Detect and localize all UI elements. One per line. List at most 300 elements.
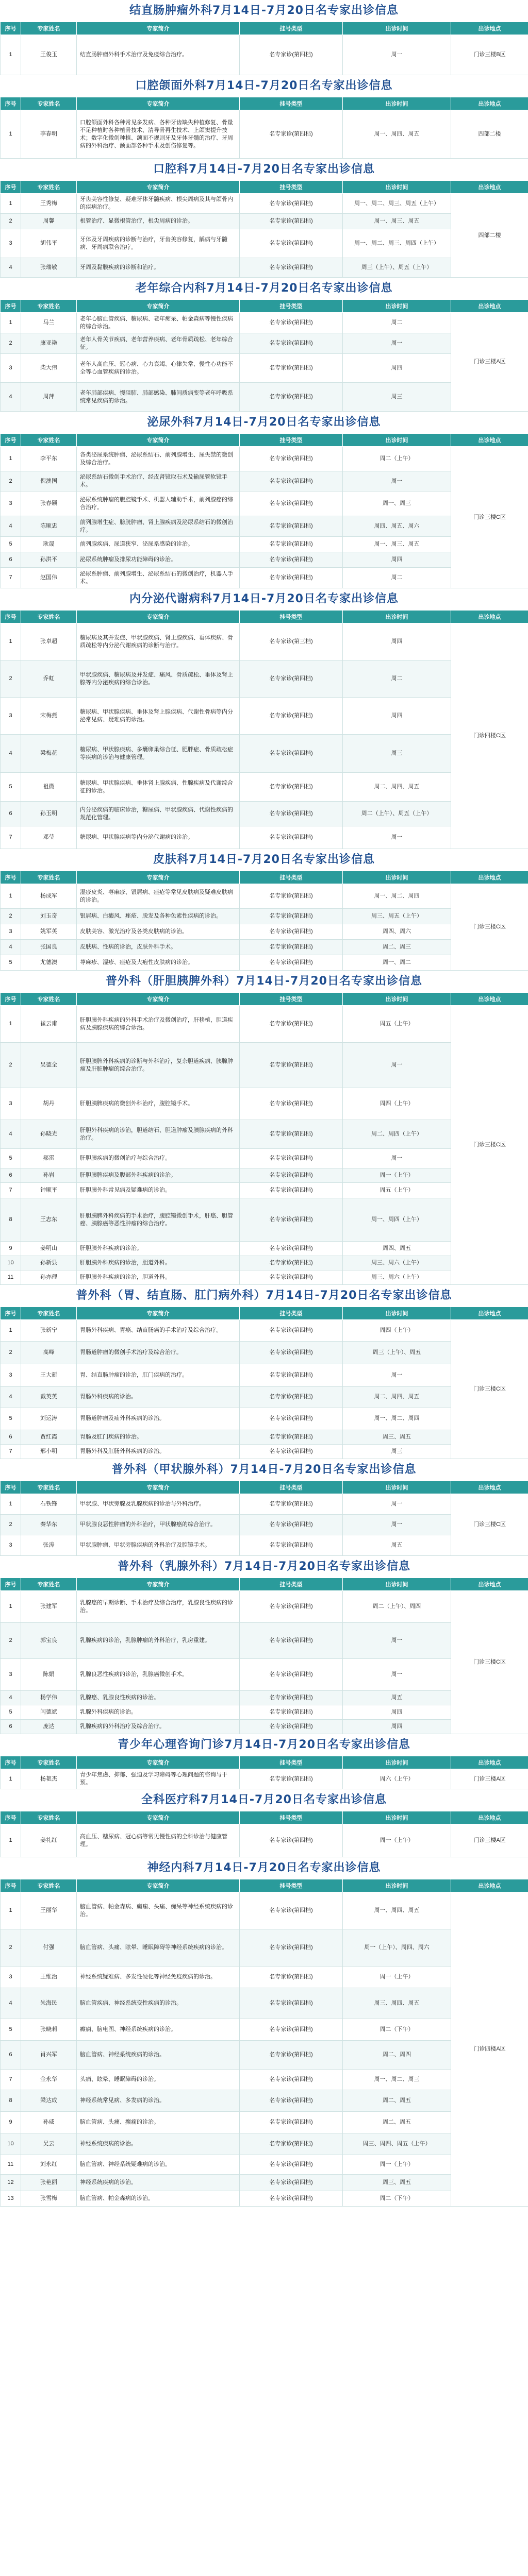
table-row bbox=[1, 2175, 528, 2191]
cell-time: 周三（上午）、周五 bbox=[343, 1342, 451, 1364]
column-header-no: 序号 bbox=[1, 993, 21, 1006]
cell-no: 5 bbox=[1, 1705, 21, 1720]
cell-name: 庞达 bbox=[21, 1720, 77, 1734]
cell-no: 10 bbox=[1, 1256, 21, 1270]
cell-type: 名专家诊(第四档) bbox=[240, 1342, 343, 1364]
cell-spec: 乳腺疾病的诊治，乳腺肿瘤的外科治疗，乳房重建。 bbox=[77, 1623, 240, 1659]
column-header-loc: 出诊地点 bbox=[451, 993, 528, 1006]
cell-time: 周四 bbox=[343, 1720, 451, 1734]
cell-no: 3 bbox=[1, 1967, 21, 1988]
table-header-row bbox=[1, 434, 528, 447]
section-title: 普外科（乳腺外科）7月14日-7月20日名专家出诊信息 bbox=[0, 1556, 528, 1578]
cell-time: 周二、周五 bbox=[343, 2090, 451, 2112]
cell-time: 周一 bbox=[343, 1659, 451, 1691]
cell-spec: 银屑病、白癜风、痤疮、脱发及各种色素性疾病的诊治。 bbox=[77, 909, 240, 924]
cell-spec: 头痛、眩晕、睡眠障碍的诊治。 bbox=[77, 2070, 240, 2090]
cell-time: 周一（上午） bbox=[343, 2155, 451, 2175]
cell-type: 名专家诊(第四档) bbox=[240, 1387, 343, 1408]
cell-type: 名专家诊(第四档) bbox=[240, 1006, 343, 1043]
cell-time: 周一 bbox=[343, 1364, 451, 1387]
cell-type: 名专家诊(第四档) bbox=[240, 2155, 343, 2175]
table-row bbox=[1, 924, 528, 940]
cell-type: 名专家诊(第四档) bbox=[240, 1320, 343, 1342]
column-header-time: 出诊时间 bbox=[343, 434, 451, 447]
column-header-no: 序号 bbox=[1, 1578, 21, 1591]
column-header-no: 序号 bbox=[1, 97, 21, 110]
cell-spec: 糖尿病、甲状腺疾病、多囊卵巢综合征、肥胖症、骨质疏松症等疾病的诊治与健康管理。 bbox=[77, 735, 240, 773]
cell-time: 周四、周五、周六 bbox=[343, 516, 451, 537]
cell-no: 9 bbox=[1, 1242, 21, 1256]
column-header-type: 挂号类型 bbox=[240, 993, 343, 1006]
cell-location: 门诊四楼A区 bbox=[451, 1892, 528, 2207]
table-row bbox=[1, 1408, 528, 1430]
cell-type: 名专家诊(第四档) bbox=[240, 909, 343, 924]
table-header-row bbox=[1, 97, 528, 110]
section-title: 内分泌代谢病科7月14日-7月20日名专家出诊信息 bbox=[0, 588, 528, 610]
table-row bbox=[1, 1892, 528, 1929]
cell-time: 周二 bbox=[343, 568, 451, 588]
cell-no: 3 bbox=[1, 354, 21, 383]
cell-no: 1 bbox=[1, 1320, 21, 1342]
cell-spec: 胃肠外科及肛肠外科疾病的诊治。 bbox=[77, 1445, 240, 1459]
section-title: 神经内科7月14日-7月20日名专家出诊信息 bbox=[0, 1857, 528, 1879]
column-header-type: 挂号类型 bbox=[240, 1879, 343, 1892]
cell-type: 名专家诊(第四档) bbox=[240, 924, 343, 940]
cell-name: 陈顺忠 bbox=[21, 516, 77, 537]
column-header-name: 专家姓名 bbox=[21, 1879, 77, 1892]
cell-type: 名专家诊(第四档) bbox=[240, 1242, 343, 1256]
table-row bbox=[1, 735, 528, 773]
cell-no: 1 bbox=[1, 1824, 21, 1857]
cell-spec: 牙周及黏膜疾病的诊断和治疗。 bbox=[77, 258, 240, 278]
cell-name: 柴大伟 bbox=[21, 354, 77, 383]
table-row bbox=[1, 2155, 528, 2175]
schedule-table bbox=[0, 97, 528, 159]
schedule-table bbox=[0, 299, 528, 412]
section-title: 皮肤科7月14日-7月20日名专家出诊信息 bbox=[0, 849, 528, 871]
table-row bbox=[1, 1168, 528, 1183]
cell-name: 耿晟 bbox=[21, 537, 77, 552]
table-row bbox=[1, 1535, 528, 1556]
section-title: 口腔颌面外科7月14日-7月20日名专家出诊信息 bbox=[0, 75, 528, 97]
cell-time: 周三 bbox=[343, 1445, 451, 1459]
schedule-table bbox=[0, 1756, 528, 1789]
cell-no: 6 bbox=[1, 1720, 21, 1734]
column-header-time: 出诊时间 bbox=[343, 611, 451, 623]
table-row bbox=[1, 2041, 528, 2070]
cell-spec: 糖尿病、甲状腺疾病、垂体肾上腺疾病、性腺疾病及代谢综合征的诊治。 bbox=[77, 773, 240, 802]
cell-no: 5 bbox=[1, 2019, 21, 2041]
section-title: 普外科（胃、结直肠、肛门病外科）7月14日-7月20日名专家出诊信息 bbox=[0, 1285, 528, 1307]
cell-type: 名专家诊(第四档) bbox=[240, 773, 343, 802]
cell-no: 1 bbox=[1, 884, 21, 909]
cell-name: 吴德全 bbox=[21, 1043, 77, 1088]
table-header-row bbox=[1, 1756, 528, 1769]
cell-spec: 前列腺疾病、尿道狭窄、泌尿系感染的诊治。 bbox=[77, 537, 240, 552]
cell-time: 周一 bbox=[343, 1494, 451, 1515]
cell-no: 1 bbox=[1, 623, 21, 660]
cell-no: 2 bbox=[1, 214, 21, 229]
department-section bbox=[0, 75, 528, 159]
cell-type: 名专家诊(第四档) bbox=[240, 1183, 343, 1198]
cell-no: 4 bbox=[1, 1120, 21, 1149]
cell-type: 名专家诊(第四档) bbox=[240, 552, 343, 568]
cell-spec: 胃肠外科疾病的诊治。 bbox=[77, 1387, 240, 1408]
cell-type: 名专家诊(第四档) bbox=[240, 826, 343, 849]
table-row bbox=[1, 955, 528, 971]
cell-type: 名专家诊(第四档) bbox=[240, 2070, 343, 2090]
cell-type: 名专家诊(第四档) bbox=[240, 1929, 343, 1967]
column-header-name: 专家姓名 bbox=[21, 1307, 77, 1320]
cell-spec: 肝胆胰外科常见病及疑难病的诊治。 bbox=[77, 1183, 240, 1198]
cell-location: 门诊三楼A区 bbox=[451, 1824, 528, 1857]
table-row bbox=[1, 1430, 528, 1445]
cell-time: 周一、周二、周三 bbox=[343, 2070, 451, 2090]
cell-time: 周三 bbox=[343, 383, 451, 412]
cell-type: 名专家诊(第四档) bbox=[240, 2175, 343, 2191]
cell-type: 名专家诊(第四档) bbox=[240, 447, 343, 471]
table-header-row bbox=[1, 1481, 528, 1494]
cell-type: 名专家诊(第四档) bbox=[240, 1168, 343, 1183]
cell-spec: 老年肺部疾病、慢阻肺、肺部感染、肺间质病变等老年呼吸系统常见疾病的诊治。 bbox=[77, 383, 240, 412]
cell-type: 名专家诊(第四档) bbox=[240, 1659, 343, 1691]
cell-no: 1 bbox=[1, 35, 21, 75]
cell-name: 秦华东 bbox=[21, 1515, 77, 1535]
cell-no: 11 bbox=[1, 2155, 21, 2175]
table-row bbox=[1, 1769, 528, 1789]
cell-time: 周五 bbox=[343, 1535, 451, 1556]
cell-no: 1 bbox=[1, 1494, 21, 1515]
cell-type: 名专家诊(第四档) bbox=[240, 1430, 343, 1445]
cell-time: 周一、周二 bbox=[343, 955, 451, 971]
cell-spec: 癫痫、脑电图、神经系统疾病的诊治。 bbox=[77, 2019, 240, 2041]
cell-spec: 乳腺疾病的外科治疗及综合治疗。 bbox=[77, 1720, 240, 1734]
cell-spec: 甲状腺、甲状旁腺及乳腺疾病的诊治与外科治疗。 bbox=[77, 1494, 240, 1515]
cell-no: 1 bbox=[1, 447, 21, 471]
column-header-time: 出诊时间 bbox=[343, 97, 451, 110]
cell-name: 朱海民 bbox=[21, 1988, 77, 2019]
cell-location: 门诊三楼C区 bbox=[451, 1591, 528, 1734]
table-row bbox=[1, 333, 528, 354]
cell-type: 名专家诊(第四档) bbox=[240, 1515, 343, 1535]
table-row bbox=[1, 660, 528, 698]
cell-no: 2 bbox=[1, 471, 21, 492]
section-title: 青少年心理咨询门诊7月14日-7月20日名专家出诊信息 bbox=[0, 1734, 528, 1756]
cell-time: 周一、周二、周四 bbox=[343, 884, 451, 909]
cell-spec: 肝胆胰脾疾病的微创外科治疗，腹腔镜手术。 bbox=[77, 1088, 240, 1120]
cell-spec: 糖尿病、甲状腺疾病等内分泌代谢病的诊治。 bbox=[77, 826, 240, 849]
column-header-spec: 专家简介 bbox=[77, 871, 240, 884]
table-row bbox=[1, 1967, 528, 1988]
table-row bbox=[1, 1623, 528, 1659]
table-row bbox=[1, 2090, 528, 2112]
cell-no: 3 bbox=[1, 1088, 21, 1120]
cell-name: 张涛 bbox=[21, 1535, 77, 1556]
cell-spec: 泌尿系结石微创手术治疗、经皮肾镜取石术及输尿管软镜手术。 bbox=[77, 471, 240, 492]
cell-spec: 脑血管病、帕金森病、癫痫、头痛、痴呆等神经系统疾病的诊治。 bbox=[77, 1892, 240, 1929]
cell-name: 崔云甫 bbox=[21, 1006, 77, 1043]
cell-spec: 肝胆胰外科疾病的诊治。 bbox=[77, 1242, 240, 1256]
cell-spec: 泌尿系肿瘤、前列腺增生、泌尿系结石的微创治疗，机器人手术。 bbox=[77, 568, 240, 588]
column-header-time: 出诊时间 bbox=[343, 1307, 451, 1320]
table-row bbox=[1, 229, 528, 258]
cell-spec: 肝胆胰脾外科疾病的诊断与外科治疗，复杂胆道疾病、胰腺肿瘤及肝脏肿瘤的综合治疗。 bbox=[77, 1043, 240, 1088]
cell-name: 李平东 bbox=[21, 447, 77, 471]
cell-time: 周一（上午） bbox=[343, 1168, 451, 1183]
table-row bbox=[1, 1387, 528, 1408]
column-header-loc: 出诊地点 bbox=[451, 300, 528, 313]
column-header-spec: 专家简介 bbox=[77, 1307, 240, 1320]
table-row bbox=[1, 2019, 528, 2041]
cell-time: 周一（上午）、周四、周六 bbox=[343, 1929, 451, 1967]
cell-type: 名专家诊(第四档) bbox=[240, 1705, 343, 1720]
table-row bbox=[1, 1242, 528, 1256]
department-section bbox=[0, 849, 528, 971]
section-title: 老年综合内科7月14日-7月20日名专家出诊信息 bbox=[0, 278, 528, 299]
cell-name: 孙威 bbox=[21, 2112, 77, 2133]
department-section bbox=[0, 971, 528, 1285]
cell-time: 周一（上午） bbox=[343, 1824, 451, 1857]
cell-type: 名专家诊(第四档) bbox=[240, 1720, 343, 1734]
cell-name: 张瑞敏 bbox=[21, 258, 77, 278]
cell-no: 2 bbox=[1, 660, 21, 698]
column-header-loc: 出诊地点 bbox=[451, 97, 528, 110]
cell-spec: 口腔颌面外科各种常见多发病、各种牙齿缺失种植修复、骨量不足种植时各种植骨技术、清导骨再生技术、上颌窦提升技术；数字化微创种植、颌面不规则牙及牙体牙髓的治疗、牙周病的外科治疗、颌面部各种手术及创伤修复等。 bbox=[77, 110, 240, 159]
column-header-time: 出诊时间 bbox=[343, 1756, 451, 1769]
column-header-time: 出诊时间 bbox=[343, 1811, 451, 1824]
column-header-loc: 出诊地点 bbox=[451, 1879, 528, 1892]
column-header-loc: 出诊地点 bbox=[451, 1578, 528, 1591]
cell-type: 名专家诊(第四档) bbox=[240, 2019, 343, 2041]
column-header-time: 出诊时间 bbox=[343, 1578, 451, 1591]
cell-type: 名专家诊(第四档) bbox=[240, 1494, 343, 1515]
cell-time: 周一 bbox=[343, 1623, 451, 1659]
column-header-time: 出诊时间 bbox=[343, 22, 451, 35]
cell-no: 3 bbox=[1, 1535, 21, 1556]
cell-spec: 肝胆胰外科疾病的诊治，胆道外科。 bbox=[77, 1270, 240, 1285]
cell-time: 周二、周四、周五 bbox=[343, 1387, 451, 1408]
cell-no: 6 bbox=[1, 1430, 21, 1445]
table-row bbox=[1, 1720, 528, 1734]
table-row bbox=[1, 1183, 528, 1198]
cell-name: 邓莹 bbox=[21, 826, 77, 849]
cell-spec: 青少年焦虑、抑郁、强迫及学习障碍等心理问题的咨询与干预。 bbox=[77, 1769, 240, 1789]
cell-spec: 胃、结直肠肿瘤的诊治，肛门疾病的治疗。 bbox=[77, 1364, 240, 1387]
cell-time: 周六（上午） bbox=[343, 1769, 451, 1789]
cell-name: 张卓超 bbox=[21, 623, 77, 660]
cell-name: 孙岩 bbox=[21, 1168, 77, 1183]
schedule-table bbox=[0, 992, 528, 1285]
cell-type: 名专家诊(第四档) bbox=[240, 229, 343, 258]
cell-time: 周二（上午） bbox=[343, 447, 451, 471]
cell-name: 赵国伟 bbox=[21, 568, 77, 588]
column-header-loc: 出诊地点 bbox=[451, 1811, 528, 1824]
section-title: 结直肠肿瘤外科7月14日-7月20日名专家出诊信息 bbox=[0, 0, 528, 22]
cell-time: 周三 bbox=[343, 735, 451, 773]
cell-location: 门诊三楼C区 bbox=[451, 447, 528, 588]
cell-type: 名专家诊(第四档) bbox=[240, 940, 343, 955]
cell-time: 周一 bbox=[343, 471, 451, 492]
cell-name: 王大新 bbox=[21, 1364, 77, 1387]
column-header-no: 序号 bbox=[1, 1756, 21, 1769]
cell-type: 名专家诊(第四档) bbox=[240, 1769, 343, 1789]
cell-spec: 泌尿系统肿瘤及排尿功能障碍的诊治。 bbox=[77, 552, 240, 568]
cell-no: 6 bbox=[1, 552, 21, 568]
cell-name: 张艳丽 bbox=[21, 2175, 77, 2191]
cell-time: 周一、周二、周三、周四（上午） bbox=[343, 229, 451, 258]
cell-spec: 糖尿病及其并发症、甲状腺疾病、肾上腺疾病、垂体疾病、骨质疏松等内分泌代谢疾病的诊断与治疗。 bbox=[77, 623, 240, 660]
department-section bbox=[0, 1556, 528, 1734]
cell-time: 周一 bbox=[343, 1043, 451, 1088]
schedule-table bbox=[0, 1481, 528, 1556]
table-row bbox=[1, 35, 528, 75]
table-row bbox=[1, 623, 528, 660]
column-header-time: 出诊时间 bbox=[343, 181, 451, 194]
cell-type: 名专家诊(第四档) bbox=[240, 492, 343, 516]
cell-name: 康亚艳 bbox=[21, 333, 77, 354]
cell-time: 周二（下午） bbox=[343, 2191, 451, 2207]
cell-name: 张国良 bbox=[21, 940, 77, 955]
column-header-loc: 出诊地点 bbox=[451, 611, 528, 623]
table-row bbox=[1, 214, 528, 229]
cell-spec: 神经系统疾病的诊治。 bbox=[77, 2133, 240, 2155]
cell-no: 11 bbox=[1, 1270, 21, 1285]
cell-spec: 肝胆外科疾病的诊治，胆道结石、胆道肿瘤及胰腺疾病的外科治疗。 bbox=[77, 1120, 240, 1149]
cell-name: 郝雷 bbox=[21, 1149, 77, 1168]
cell-spec: 胃肠道肿瘤的微创手术治疗及综合治疗。 bbox=[77, 1342, 240, 1364]
cell-no: 4 bbox=[1, 383, 21, 412]
table-row bbox=[1, 826, 528, 849]
column-header-type: 挂号类型 bbox=[240, 22, 343, 35]
schedule-table bbox=[0, 1307, 528, 1459]
cell-location: 门诊四楼C区 bbox=[451, 623, 528, 849]
table-row bbox=[1, 516, 528, 537]
cell-type: 名专家诊(第四档) bbox=[240, 1535, 343, 1556]
column-header-spec: 专家简介 bbox=[77, 993, 240, 1006]
table-row bbox=[1, 1705, 528, 1720]
column-header-time: 出诊时间 bbox=[343, 993, 451, 1006]
cell-type: 名专家诊(第四档) bbox=[240, 802, 343, 826]
table-header-row bbox=[1, 22, 528, 35]
cell-no: 1 bbox=[1, 1006, 21, 1043]
table-row bbox=[1, 2070, 528, 2090]
cell-name: 祖微 bbox=[21, 773, 77, 802]
cell-spec: 泌尿系统肿瘤的腹腔镜手术、机器人辅助手术，前列腺癌的综合治疗。 bbox=[77, 492, 240, 516]
column-header-time: 出诊时间 bbox=[343, 871, 451, 884]
cell-name: 李春明 bbox=[21, 110, 77, 159]
schedule-table bbox=[0, 610, 528, 849]
cell-spec: 结直肠肿瘤外科手术治疗及免疫综合治疗。 bbox=[77, 35, 240, 75]
table-row bbox=[1, 1691, 528, 1705]
cell-type: 名专家诊(第四档) bbox=[240, 698, 343, 735]
department-section bbox=[0, 1285, 528, 1459]
cell-no: 7 bbox=[1, 1183, 21, 1198]
cell-no: 1 bbox=[1, 1769, 21, 1789]
cell-time: 周一、周二、周三、周五（上午） bbox=[343, 194, 451, 214]
column-header-time: 出诊时间 bbox=[343, 300, 451, 313]
cell-time: 周一 bbox=[343, 1515, 451, 1535]
column-header-no: 序号 bbox=[1, 871, 21, 884]
schedule-table bbox=[0, 180, 528, 278]
column-header-spec: 专家简介 bbox=[77, 97, 240, 110]
cell-type: 名专家诊(第四档) bbox=[240, 2041, 343, 2070]
cell-name: 陈娟 bbox=[21, 1659, 77, 1691]
column-header-time: 出诊时间 bbox=[343, 1879, 451, 1892]
cell-name: 倪澳国 bbox=[21, 471, 77, 492]
table-row bbox=[1, 940, 528, 955]
cell-time: 周二（下午） bbox=[343, 2019, 451, 2041]
cell-type: 名专家诊(第四档) bbox=[240, 1445, 343, 1459]
cell-spec: 肝胆胰外科疾病的诊治，胆道外科。 bbox=[77, 1256, 240, 1270]
column-header-name: 专家姓名 bbox=[21, 434, 77, 447]
cell-name: 郭宝良 bbox=[21, 1623, 77, 1659]
table-row bbox=[1, 568, 528, 588]
column-header-name: 专家姓名 bbox=[21, 871, 77, 884]
department-section bbox=[0, 278, 528, 412]
cell-type: 名专家诊(第四档) bbox=[240, 258, 343, 278]
cell-time: 周四 bbox=[343, 354, 451, 383]
cell-no: 5 bbox=[1, 1408, 21, 1430]
cell-time: 周一、周二、周四 bbox=[343, 1408, 451, 1430]
cell-no: 6 bbox=[1, 2041, 21, 2070]
cell-time: 周三、周六（上午） bbox=[343, 1256, 451, 1270]
cell-type: 名专家诊(第四档) bbox=[240, 35, 343, 75]
cell-location: 门诊三楼C区 bbox=[451, 1006, 528, 1285]
cell-no: 9 bbox=[1, 2112, 21, 2133]
cell-spec: 神经系统常见病、多发病的诊治。 bbox=[77, 2090, 240, 2112]
cell-time: 周一 bbox=[343, 333, 451, 354]
cell-no: 5 bbox=[1, 1149, 21, 1168]
cell-type: 名专家诊(第四档) bbox=[240, 2133, 343, 2155]
column-header-no: 序号 bbox=[1, 22, 21, 35]
column-header-spec: 专家简介 bbox=[77, 1879, 240, 1892]
table-row bbox=[1, 1320, 528, 1342]
column-header-name: 专家姓名 bbox=[21, 1578, 77, 1591]
table-row bbox=[1, 1824, 528, 1857]
cell-no: 1 bbox=[1, 1591, 21, 1623]
cell-time: 周四、周五 bbox=[343, 1242, 451, 1256]
cell-name: 高峰 bbox=[21, 1342, 77, 1364]
cell-no: 13 bbox=[1, 2191, 21, 2207]
department-section bbox=[0, 1459, 528, 1556]
cell-name: 马兰 bbox=[21, 313, 77, 333]
cell-name: 王秀梅 bbox=[21, 194, 77, 214]
column-header-loc: 出诊地点 bbox=[451, 1756, 528, 1769]
column-header-type: 挂号类型 bbox=[240, 434, 343, 447]
cell-name: 王维治 bbox=[21, 1967, 77, 1988]
cell-name: 宋梅燕 bbox=[21, 698, 77, 735]
cell-spec: 胃肠及肛门疾病的诊治。 bbox=[77, 1430, 240, 1445]
cell-spec: 皮肤美容、激光治疗及各类皮肤病的诊治。 bbox=[77, 924, 240, 940]
cell-spec: 糖尿病、甲状腺疾病、垂体及肾上腺疾病、代谢性骨病等内分泌常见病、疑难病的诊治。 bbox=[77, 698, 240, 735]
cell-name: 石铁锋 bbox=[21, 1494, 77, 1515]
cell-type: 名专家诊(第四档) bbox=[240, 1623, 343, 1659]
cell-type: 名专家诊(第四档) bbox=[240, 354, 343, 383]
cell-name: 付强 bbox=[21, 1929, 77, 1967]
cell-type: 名专家诊(第四档) bbox=[240, 2112, 343, 2133]
cell-name: 张雪梅 bbox=[21, 2191, 77, 2207]
column-header-name: 专家姓名 bbox=[21, 1756, 77, 1769]
cell-time: 周一（上午） bbox=[343, 1967, 451, 1988]
cell-spec: 老年人骨关节疾病、老年营养疾病、老年骨质疏松、老年综合征。 bbox=[77, 333, 240, 354]
table-row bbox=[1, 537, 528, 552]
cell-type: 名专家诊(第四档) bbox=[240, 660, 343, 698]
column-header-spec: 专家简介 bbox=[77, 1481, 240, 1494]
column-header-no: 序号 bbox=[1, 1811, 21, 1824]
cell-time: 周二 bbox=[343, 313, 451, 333]
department-section bbox=[0, 1857, 528, 2207]
cell-time: 周二、周三 bbox=[343, 940, 451, 955]
